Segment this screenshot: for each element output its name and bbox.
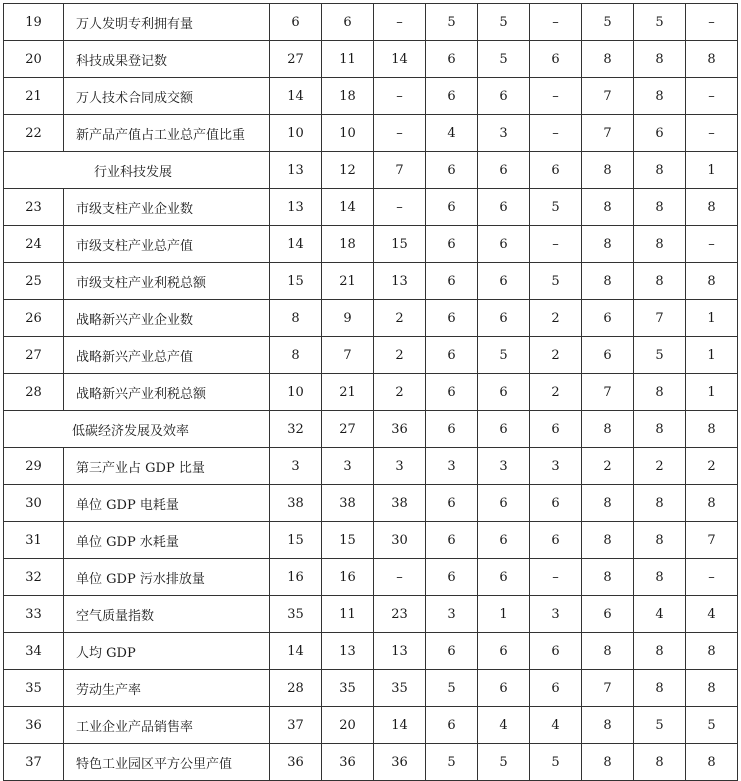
value-cell: 8 — [582, 744, 634, 781]
indicator-name-cell: 市级支柱产业总产值 — [64, 226, 270, 263]
value-cell: 4 — [530, 707, 582, 744]
value-cell: 6 — [478, 263, 530, 300]
value-cell: 13 — [270, 189, 322, 226]
table-row — [4, 633, 738, 670]
value-cell: 15 — [322, 522, 374, 559]
indicator-name-cell: 战略新兴产业利税总额 — [64, 374, 270, 411]
value-cell: – — [686, 4, 738, 41]
table-row — [4, 744, 738, 781]
table-row — [4, 4, 738, 41]
value-cell: 8 — [634, 670, 686, 707]
value-cell: 8 — [582, 41, 634, 78]
value-cell: 6 — [582, 337, 634, 374]
value-cell: 14 — [374, 41, 426, 78]
indicator-name-cell: 空气质量指数 — [64, 596, 270, 633]
value-cell: 3 — [530, 596, 582, 633]
row-number-cell: 30 — [4, 485, 64, 522]
value-cell: 38 — [322, 485, 374, 522]
value-cell: 1 — [686, 337, 738, 374]
indicator-table — [3, 3, 738, 781]
table-row — [4, 115, 738, 152]
value-cell: 13 — [374, 633, 426, 670]
value-cell: 6 — [478, 226, 530, 263]
value-cell: 6 — [634, 115, 686, 152]
value-cell: – — [686, 115, 738, 152]
table-row — [4, 226, 738, 263]
value-cell: 8 — [634, 522, 686, 559]
value-cell: 30 — [374, 522, 426, 559]
value-cell: 6 — [426, 559, 478, 596]
value-cell: 8 — [686, 263, 738, 300]
value-cell: 13 — [322, 633, 374, 670]
value-cell: 5 — [478, 337, 530, 374]
value-cell: 10 — [270, 374, 322, 411]
value-cell: 8 — [634, 41, 686, 78]
value-cell: 14 — [374, 707, 426, 744]
value-cell: 6 — [582, 300, 634, 337]
value-cell: 6 — [478, 559, 530, 596]
row-number-cell: 25 — [4, 263, 64, 300]
value-cell: 8 — [270, 337, 322, 374]
value-cell: 1 — [686, 152, 738, 189]
table-row — [4, 78, 738, 115]
value-cell: 6 — [530, 633, 582, 670]
value-cell: 15 — [374, 226, 426, 263]
indicator-name-cell: 工业企业产品销售率 — [64, 707, 270, 744]
value-cell: 6 — [478, 78, 530, 115]
value-cell: 27 — [270, 41, 322, 78]
value-cell: 2 — [374, 374, 426, 411]
value-cell: 1 — [686, 374, 738, 411]
value-cell: 5 — [686, 707, 738, 744]
value-cell: 6 — [478, 152, 530, 189]
value-cell: 6 — [530, 485, 582, 522]
value-cell: – — [686, 78, 738, 115]
value-cell: 7 — [582, 78, 634, 115]
value-cell: – — [686, 559, 738, 596]
value-cell: 8 — [686, 411, 738, 448]
table-row — [4, 596, 738, 633]
value-cell: 2 — [374, 337, 426, 374]
value-cell: 1 — [478, 596, 530, 633]
value-cell: – — [686, 226, 738, 263]
indicator-name-cell: 市级支柱产业利税总额 — [64, 263, 270, 300]
value-cell: 5 — [634, 707, 686, 744]
value-cell: 5 — [582, 4, 634, 41]
value-cell: 2 — [686, 448, 738, 485]
value-cell: 5 — [426, 670, 478, 707]
value-cell: 6 — [426, 300, 478, 337]
value-cell: 8 — [686, 41, 738, 78]
value-cell: 8 — [582, 707, 634, 744]
value-cell: 8 — [582, 263, 634, 300]
value-cell: 8 — [634, 559, 686, 596]
value-cell: 7 — [686, 522, 738, 559]
value-cell: 8 — [634, 152, 686, 189]
value-cell: 6 — [322, 4, 374, 41]
value-cell: 35 — [374, 670, 426, 707]
value-cell: 8 — [634, 411, 686, 448]
indicator-name-cell: 万人技术合同成交额 — [64, 78, 270, 115]
row-number-cell: 29 — [4, 448, 64, 485]
value-cell: 37 — [270, 707, 322, 744]
indicator-table-container — [3, 3, 738, 781]
table-row — [4, 337, 738, 374]
value-cell: 8 — [582, 485, 634, 522]
value-cell: 8 — [634, 744, 686, 781]
value-cell: 5 — [530, 263, 582, 300]
value-cell: 8 — [634, 485, 686, 522]
value-cell: – — [530, 115, 582, 152]
value-cell: 21 — [322, 374, 374, 411]
value-cell: 8 — [582, 226, 634, 263]
value-cell: 3 — [530, 448, 582, 485]
value-cell: 3 — [426, 448, 478, 485]
value-cell: 8 — [634, 226, 686, 263]
value-cell: 18 — [322, 226, 374, 263]
indicator-name-cell: 新产品产值占工业总产值比重 — [64, 115, 270, 152]
value-cell: 27 — [322, 411, 374, 448]
value-cell: 5 — [634, 4, 686, 41]
value-cell: 5 — [426, 4, 478, 41]
value-cell: 15 — [270, 263, 322, 300]
value-cell: 6 — [478, 189, 530, 226]
value-cell: 6 — [530, 152, 582, 189]
value-cell: 18 — [322, 78, 374, 115]
row-number-cell: 35 — [4, 670, 64, 707]
row-number-cell: 26 — [4, 300, 64, 337]
value-cell: 5 — [530, 744, 582, 781]
indicator-name-cell: 第三产业占 GDP 比量 — [64, 448, 270, 485]
value-cell: 3 — [478, 115, 530, 152]
indicator-name-cell: 单位 GDP 污水排放量 — [64, 559, 270, 596]
value-cell: 11 — [322, 41, 374, 78]
value-cell: 6 — [530, 41, 582, 78]
value-cell: 6 — [426, 263, 478, 300]
value-cell: 8 — [582, 152, 634, 189]
indicator-name-cell: 特色工业园区平方公里产值 — [64, 744, 270, 781]
indicator-table-body — [4, 4, 738, 781]
value-cell: 36 — [374, 744, 426, 781]
value-cell: 5 — [478, 744, 530, 781]
value-cell: 6 — [426, 78, 478, 115]
row-number-cell: 37 — [4, 744, 64, 781]
value-cell: 6 — [530, 522, 582, 559]
value-cell: 1 — [686, 300, 738, 337]
value-cell: 16 — [322, 559, 374, 596]
value-cell: 7 — [582, 374, 634, 411]
value-cell: 6 — [426, 337, 478, 374]
value-cell: 6 — [478, 374, 530, 411]
value-cell: 3 — [270, 448, 322, 485]
value-cell: 14 — [270, 78, 322, 115]
value-cell: 8 — [582, 633, 634, 670]
value-cell: 3 — [478, 448, 530, 485]
value-cell: 2 — [530, 300, 582, 337]
indicator-name-cell: 市级支柱产业企业数 — [64, 189, 270, 226]
table-row — [4, 448, 738, 485]
value-cell: 16 — [270, 559, 322, 596]
value-cell: 8 — [686, 633, 738, 670]
table-row — [4, 41, 738, 78]
value-cell: 6 — [426, 189, 478, 226]
indicator-name-cell: 单位 GDP 水耗量 — [64, 522, 270, 559]
value-cell: 2 — [634, 448, 686, 485]
value-cell: 4 — [634, 596, 686, 633]
value-cell: 35 — [270, 596, 322, 633]
indicator-name-cell: 单位 GDP 电耗量 — [64, 485, 270, 522]
value-cell: 36 — [270, 744, 322, 781]
value-cell: 10 — [270, 115, 322, 152]
value-cell: 12 — [322, 152, 374, 189]
row-number-cell: 20 — [4, 41, 64, 78]
value-cell: 14 — [270, 633, 322, 670]
value-cell: 6 — [426, 374, 478, 411]
indicator-name-cell: 科技成果登记数 — [64, 41, 270, 78]
value-cell: 4 — [426, 115, 478, 152]
value-cell: 8 — [582, 411, 634, 448]
value-cell: 6 — [582, 596, 634, 633]
value-cell: 6 — [478, 522, 530, 559]
value-cell: 6 — [478, 633, 530, 670]
row-number-cell: 19 — [4, 4, 64, 41]
indicator-name-cell: 劳动生产率 — [64, 670, 270, 707]
value-cell: 4 — [686, 596, 738, 633]
value-cell: 8 — [686, 744, 738, 781]
value-cell: 6 — [426, 633, 478, 670]
value-cell: 3 — [322, 448, 374, 485]
value-cell: 28 — [270, 670, 322, 707]
value-cell: 6 — [530, 411, 582, 448]
value-cell: 8 — [582, 559, 634, 596]
value-cell: 14 — [270, 226, 322, 263]
row-number-cell: 34 — [4, 633, 64, 670]
value-cell: 3 — [426, 596, 478, 633]
category-row — [4, 152, 738, 189]
value-cell: 2 — [582, 448, 634, 485]
value-cell: 7 — [322, 337, 374, 374]
value-cell: – — [374, 4, 426, 41]
value-cell: 6 — [426, 226, 478, 263]
value-cell: 36 — [374, 411, 426, 448]
value-cell: 6 — [426, 152, 478, 189]
value-cell: 8 — [582, 522, 634, 559]
value-cell: 6 — [270, 4, 322, 41]
category-name-cell: 行业科技发展 — [4, 152, 270, 189]
row-number-cell: 22 — [4, 115, 64, 152]
value-cell: 8 — [582, 189, 634, 226]
value-cell: 5 — [478, 4, 530, 41]
value-cell: 2 — [530, 374, 582, 411]
value-cell: 7 — [582, 670, 634, 707]
value-cell: 6 — [426, 41, 478, 78]
table-row — [4, 707, 738, 744]
row-number-cell: 33 — [4, 596, 64, 633]
value-cell: – — [374, 189, 426, 226]
value-cell: 32 — [270, 411, 322, 448]
value-cell: 9 — [322, 300, 374, 337]
row-number-cell: 31 — [4, 522, 64, 559]
value-cell: 14 — [322, 189, 374, 226]
value-cell: – — [374, 559, 426, 596]
value-cell: 6 — [426, 522, 478, 559]
value-cell: 2 — [374, 300, 426, 337]
row-number-cell: 21 — [4, 78, 64, 115]
value-cell: 36 — [322, 744, 374, 781]
row-number-cell: 28 — [4, 374, 64, 411]
value-cell: 38 — [374, 485, 426, 522]
value-cell: – — [530, 226, 582, 263]
value-cell: 5 — [634, 337, 686, 374]
value-cell: – — [530, 559, 582, 596]
value-cell: 6 — [426, 411, 478, 448]
value-cell: 13 — [374, 263, 426, 300]
value-cell: 8 — [686, 485, 738, 522]
value-cell: 6 — [478, 485, 530, 522]
value-cell: 6 — [426, 485, 478, 522]
value-cell: 21 — [322, 263, 374, 300]
value-cell: – — [374, 78, 426, 115]
value-cell: 8 — [686, 189, 738, 226]
value-cell: 5 — [426, 744, 478, 781]
category-row — [4, 411, 738, 448]
value-cell: 38 — [270, 485, 322, 522]
indicator-name-cell: 万人发明专利拥有量 — [64, 4, 270, 41]
value-cell: 10 — [322, 115, 374, 152]
indicator-name-cell: 战略新兴产业总产值 — [64, 337, 270, 374]
row-number-cell: 36 — [4, 707, 64, 744]
value-cell: 8 — [270, 300, 322, 337]
value-cell: – — [530, 78, 582, 115]
row-number-cell: 24 — [4, 226, 64, 263]
value-cell: 8 — [634, 263, 686, 300]
row-number-cell: 23 — [4, 189, 64, 226]
value-cell: 6 — [426, 707, 478, 744]
value-cell: 5 — [530, 189, 582, 226]
table-row — [4, 263, 738, 300]
value-cell: 7 — [634, 300, 686, 337]
value-cell: – — [530, 4, 582, 41]
value-cell: 6 — [530, 670, 582, 707]
value-cell: 6 — [478, 411, 530, 448]
indicator-name-cell: 战略新兴产业企业数 — [64, 300, 270, 337]
value-cell: 20 — [322, 707, 374, 744]
table-row — [4, 485, 738, 522]
value-cell: 2 — [530, 337, 582, 374]
table-row — [4, 300, 738, 337]
value-cell: 35 — [322, 670, 374, 707]
value-cell: 8 — [634, 189, 686, 226]
table-row — [4, 189, 738, 226]
table-row — [4, 522, 738, 559]
value-cell: 8 — [686, 670, 738, 707]
value-cell: 7 — [582, 115, 634, 152]
value-cell: 8 — [634, 374, 686, 411]
value-cell: 15 — [270, 522, 322, 559]
value-cell: 23 — [374, 596, 426, 633]
row-number-cell: 32 — [4, 559, 64, 596]
value-cell: – — [374, 115, 426, 152]
value-cell: 6 — [478, 300, 530, 337]
value-cell: 8 — [634, 78, 686, 115]
value-cell: 8 — [634, 633, 686, 670]
table-row — [4, 559, 738, 596]
value-cell: 6 — [478, 670, 530, 707]
value-cell: 7 — [374, 152, 426, 189]
value-cell: 11 — [322, 596, 374, 633]
value-cell: 13 — [270, 152, 322, 189]
row-number-cell: 27 — [4, 337, 64, 374]
value-cell: 3 — [374, 448, 426, 485]
indicator-name-cell: 人均 GDP — [64, 633, 270, 670]
table-row — [4, 670, 738, 707]
category-name-cell: 低碳经济发展及效率 — [4, 411, 270, 448]
value-cell: 4 — [478, 707, 530, 744]
value-cell: 5 — [478, 41, 530, 78]
table-row — [4, 374, 738, 411]
